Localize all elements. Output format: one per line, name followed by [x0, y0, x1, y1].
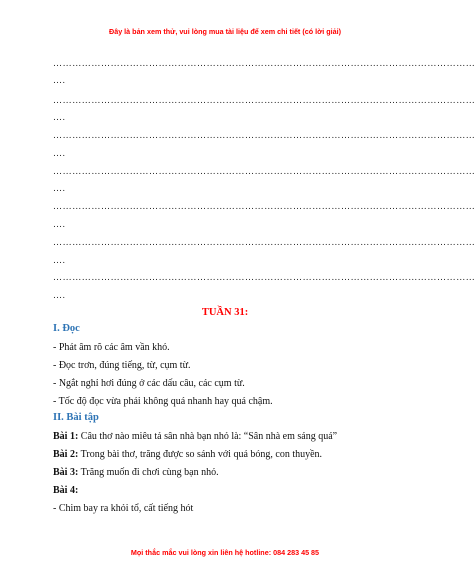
- answer-line-tail: ….: [53, 290, 66, 300]
- reading-item: - Phát âm rõ các âm vần khó.: [53, 342, 170, 353]
- answer-line: ……………………………………………………………………………………………………………………: [53, 237, 475, 247]
- answer-line-tail: ….: [53, 255, 66, 265]
- answer-line: ……………………………………………………………………………………………………………………: [53, 58, 475, 68]
- answer-line: ……………………………………………………………………………………………………………………: [53, 201, 475, 211]
- week-title: TUẦN 31:: [201, 307, 249, 318]
- exercise-text: Trăng muốn đi chơi cùng bạn nhỏ.: [78, 467, 219, 478]
- exercise-bullet: - Chim bay ra khỏi tổ, cất tiếng hót: [53, 503, 194, 514]
- exercise-label: Bài 3:: [53, 467, 79, 478]
- exercise-item: [53, 431, 398, 443]
- answer-line-tail: ….: [53, 112, 66, 122]
- exercise-label: Bài 1:: [53, 431, 79, 442]
- exercise-text: Câu thơ nào miêu tả sân nhà bạn nhỏ là: “Sân nhà em sáng quá”: [78, 431, 338, 442]
- answer-line: ……………………………………………………………………………………………………………………: [53, 272, 475, 282]
- hotline-notice-banner: Mọi thắc mắc vui lòng xin liên hệ hotline: 084 283 45 85: [130, 548, 320, 557]
- answer-line-tail: ….: [53, 148, 66, 158]
- answer-line: ……………………………………………………………………………………………………………………: [53, 166, 475, 176]
- reading-item: - Đọc trơn, đúng tiếng, từ, cụm từ.: [53, 360, 191, 371]
- answer-line: ……………………………………………………………………………………………………………………: [53, 130, 475, 140]
- exercise-label: Bài 4:: [53, 485, 79, 496]
- exercise-text: Trong bài thơ, trăng được so sánh với quả bóng, con thuyền.: [78, 449, 323, 460]
- preview-notice-banner: Đây là bản xem thử, vui lòng mua tài liệu để xem chi tiết (có lời giải): [109, 27, 341, 36]
- exercise-item: [53, 449, 398, 461]
- reading-item: - Tốc độ đọc vừa phải không quá nhanh hay quá chậm.: [53, 396, 273, 407]
- answer-line-tail: ….: [53, 183, 66, 193]
- section-heading-reading: I. Đọc: [53, 323, 80, 334]
- exercise-item: [53, 467, 398, 479]
- answer-line-tail: ….: [53, 219, 66, 229]
- exercise-label: Bài 2:: [53, 449, 79, 460]
- section-heading-exercises: II. Bài tập: [53, 412, 99, 423]
- answer-line: ……………………………………………………………………………………………………………………: [53, 95, 475, 105]
- reading-item: - Ngắt nghỉ hơi đúng ở các dấu câu, các cụm từ.: [53, 378, 245, 389]
- exercise-item: [53, 485, 398, 497]
- answer-line-tail: ….: [53, 75, 66, 85]
